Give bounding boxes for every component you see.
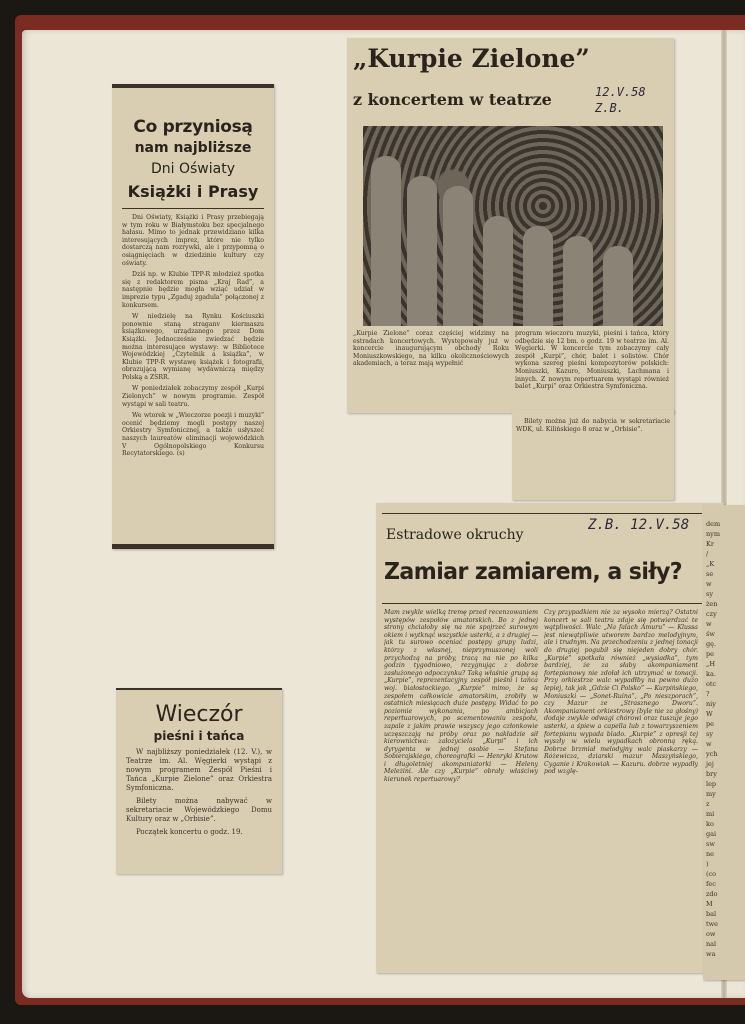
clipping-title-line: Książki i Prasy	[127, 182, 259, 201]
clipping-estradowe-okruchy	[376, 503, 724, 973]
choir-photo	[363, 126, 663, 326]
article-paragraph: Początek koncertu o godz. 19.	[136, 828, 243, 836]
clipping-title-line: nam najbliższe	[134, 140, 252, 156]
article-column: Czy przypadkiem nie za wysoko mierzą? Ostatni koncert w sali teatru zdaje się potwierdzać te wątpliwości. Walc „Na falach Amuru” — Klussa jest niewątpliwie utworem bardzo melodyjnym, ale i trudnym. Na przechodzeniu z jednej tonacji do drugiej pogubił się niejeden dobry chór. „Kurpie” spotkała również „wysiadka”, tym bardziej, że za słaby akompaniament fortepianowy nie zdołał ich utrzymać w tonacji. Przy orkiestrze walc wypadłby na pewno dużo lepiej, tak jak „Gdzie Ci Polsko” — Kurpińskiego, Moniuszki — „Sonet-Ruina”, „Po nieszporach”, czy Mazur ze „Strasznego Dworu”. Akompaniament orkiestrowy (byle nie za głośny) dodaje zwykle odwagi chórowi oraz tuszuje jego usterki, a śpiew a capella lub z towarzyszeniem fortepianu wypada blado. „Kurpie” z opresji tej wyszły w wielu wypadkach obronną ręką. Dobrze brzmiał melodyjny walc piaskarzy — Różewicza, dziarski mazur Maszyńskiego, Cyganie i Krakowiak — Kazuru. dobrze wypadły pod wzglę-	[544, 609, 698, 776]
clipping-wieczor	[116, 688, 282, 874]
article-paragraph: W poniedziałek zobaczymy zespół „Kurpi Zielonych” w nowym programie. Zespół wystąpi w sali teatru.	[122, 385, 264, 408]
handwritten-date-note: Z.B. 12.V.58	[588, 517, 690, 533]
article-column: dem nym Kr / „K se w sy żen czy w św gę. pe „H ka. otc ? niy W pe sy w ych jej bry lep my z mi ko gai sw ne ) (co fec zdo M bal twe ow nal wa	[706, 520, 721, 958]
article-paragraph: Dziś np. w Klubie TPP-R młodzież spotka się z redaktorem pisma „Kraj Rad”, a następnie będzie mogła wziąć udział w imprezie typu „Zgaduj zgadula” połączonej z konkursem.	[122, 271, 264, 309]
article-column: Bilety można już do nabycia w sekretariacie WDK, ul. Kilińskiego 8 oraz w „Orbisie”.	[516, 418, 670, 433]
article-column: „Kurpie Zielone” coraz częściej widzimy na estradach koncertowych. Występowały już w koncercie inaugurującym obchody Roku Moniuszkowskiego, na kilku okolicznościowych akademiach, a teraz mają wypełnić	[353, 330, 509, 368]
article-column: Mam zwykle wielką tremę przed recenzowaniem występów zespołów amatorskich. Bo z jednej strony chciałoby się na nie spojrzeć surowym okiem i wytknąć wszystkie usterki, a z drugiej — jak tu surowo oceniać postępy grupy ludzi, którzy z własnej, nieprzymuszonej woli przychodzą na próby, tracą na nie po kilka godzin tygodniowo, rezygnując z dobrze zasłużonego odpoczynku? Taką właśnie grupą są „Kurpie”, reprezentacyjny zespół pieśni i tańca woj. białostockiego. „Kurpie” mimo, że są zespołem całkowicie amatorskim, zrobiły w ostatnich miesiącach duże postępy. Widać to po poziomie wykonania, po ambicjach repertuarowych, po scementowaniu zespołu, zapale z jakim prawie wszyscy jego członkowie uczęszczają na próby oraz po nakładzie sił kierownictwa: założyciela „Kurpi” i ich dyrygenta w jednej osobie — Stefana Sobierajskiego, choreografki — Henryki Krutow i długoletniej akompaniatorki — Heleny Meleżini. Ale czy „Kurpie” obrały właściwy kierunek repertuarowy?	[384, 609, 538, 784]
clipping-title: Zamiar zamiarem, a siły?	[384, 559, 683, 585]
clipping-title: „Kurpie Zielone”	[353, 44, 590, 73]
clipping-kurpie-continuation	[512, 410, 674, 500]
article-paragraph: We wtorek w „Wieczorze poezji i muzyki” ocenić będziemy mogli postępy naszej Orkiestry Symfonicznej, a także usłyszeć naszych laureatów eliminacji wojewódzkich V Ogólnopolskiego Konkursu Recytatorskiego. (s)	[122, 412, 264, 458]
handwritten-date-note: 12.V.58 Z.B.	[595, 85, 646, 115]
article-paragraph: Bilety można nabywać w sekretariacie Wojewódzkiego Domu Kultury oraz w „Orbisie”.	[126, 797, 272, 823]
clipping-kicker: Estradowe okruchy	[386, 527, 524, 543]
article-paragraph: W niedzielę na Rynku Kościuszki ponownie staną straganv kiermaszu książkowego, urządzanego przez Dom Książki. Jednocześnie zwiedzać będzie można interesujące wystawy: w Bibliotece Wojewódzkiej „Czytelnik a książka”, w Klubie TPP-R wystawę książek i fotografii, obrazującą wymianę wydawniczą między Polską a ZSRR.	[122, 313, 264, 381]
clipping-title: Wieczór	[155, 702, 243, 727]
clipping-dni-oswiaty	[112, 84, 274, 549]
clipping-title-line: Dni Oświaty	[151, 161, 235, 177]
article-paragraph: Dni Oświaty, Książki i Prasy przebiegają w tym roku w Białymstoku bez specjalnego hałasu. Mimo to jednak przewidziano kilka interesujących imprez, które nie tylko dostarczą nam rozrywki, ale i przypomną o osiągnięciach w dziedzinie kultury czy oświaty.	[122, 214, 264, 267]
clipping-title-line: Co przyniosą	[133, 117, 253, 137]
clipping-subtitle: pieśni i tańca	[153, 729, 245, 743]
clipping-subtitle: z koncertem w teatrze	[353, 90, 552, 109]
clipping-kurpie-zielone	[347, 38, 674, 413]
clipping-edge-fragment	[703, 505, 745, 980]
article-column: program wieczoru muzyki, pieśni i tańca, który odbędzie się 12 bm. o godz. 19 w teatrze im. Al. Węgierki. W koncercie tym zobaczymy cały zespół „Kurpi”, chór, balet i solistów. Chór wykona szereg pieśni kompozytorów polskich: Moniuszki, Kazuro, Moniuszki, Lachmana i innych. Z nowym repertuarem wystąpi również balet „Kurpi” oraz Orkiestra Symfoniczna.	[515, 330, 669, 391]
article-paragraph: W najbliższy poniedziałek (12. V.), w Teatrze im. Al. Węgierki wystąpi z nowym programem Zespół Pieśni i Tańca „Kurpie Zielone” oraz Orkiestra Symfoniczna.	[126, 748, 272, 792]
